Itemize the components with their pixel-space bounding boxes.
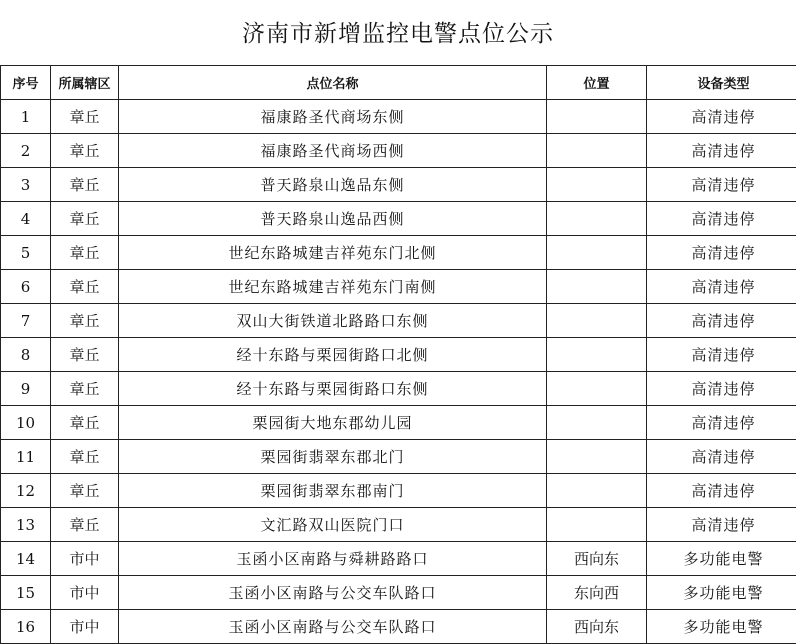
table-row <box>1 542 796 576</box>
cell-position <box>547 508 647 542</box>
cell-serial-number: 16 <box>1 610 51 644</box>
cell-district: 章丘 <box>51 202 119 236</box>
cell-location-name: 福康路圣代商场东侧 <box>119 100 547 134</box>
table-row <box>1 508 796 542</box>
cell-device-type: 高清违停 <box>647 100 796 134</box>
cell-position <box>547 270 647 304</box>
cell-position: 西向东 <box>547 610 647 644</box>
cell-device-type: 高清违停 <box>647 270 796 304</box>
cell-position <box>547 440 647 474</box>
header-location-name: 点位名称 <box>119 66 547 100</box>
header-row <box>1 66 796 100</box>
cell-location-name: 栗园街翡翠东郡北门 <box>119 440 547 474</box>
cell-location-name: 普天路泉山逸品东侧 <box>119 168 547 202</box>
cell-serial-number: 5 <box>1 236 51 270</box>
cell-position: 西向东 <box>547 542 647 576</box>
table-row <box>1 304 796 338</box>
cell-district: 章丘 <box>51 134 119 168</box>
cell-device-type: 高清违停 <box>647 440 796 474</box>
cell-district: 市中 <box>51 576 119 610</box>
cell-district: 章丘 <box>51 168 119 202</box>
cell-device-type: 高清违停 <box>647 406 796 440</box>
cell-serial-number: 13 <box>1 508 51 542</box>
page-title: 济南市新增监控电警点位公示 <box>0 14 796 54</box>
cell-location-name: 玉函小区南路与舜耕路路口 <box>119 542 547 576</box>
table-header <box>1 66 796 100</box>
cell-position <box>547 100 647 134</box>
cell-district: 章丘 <box>51 100 119 134</box>
cell-serial-number: 7 <box>1 304 51 338</box>
cell-location-name: 经十东路与栗园街路口北侧 <box>119 338 547 372</box>
cell-serial-number: 2 <box>1 134 51 168</box>
cell-position <box>547 134 647 168</box>
cell-serial-number: 9 <box>1 372 51 406</box>
cell-location-name: 普天路泉山逸品西侧 <box>119 202 547 236</box>
cell-device-type: 高清违停 <box>647 202 796 236</box>
table-row <box>1 236 796 270</box>
table-row <box>1 100 796 134</box>
cell-location-name: 玉函小区南路与公交车队路口 <box>119 610 547 644</box>
cell-device-type: 多功能电警 <box>647 576 796 610</box>
table-body <box>1 100 796 644</box>
cell-district: 章丘 <box>51 270 119 304</box>
header-position: 位置 <box>547 66 647 100</box>
table-row <box>1 338 796 372</box>
cell-position <box>547 406 647 440</box>
table-row <box>1 576 796 610</box>
cell-location-name: 栗园街大地东郡幼儿园 <box>119 406 547 440</box>
table-row <box>1 474 796 508</box>
cell-location-name: 文汇路双山医院门口 <box>119 508 547 542</box>
cell-district: 章丘 <box>51 474 119 508</box>
cell-location-name: 世纪东路城建吉祥苑东门北侧 <box>119 236 547 270</box>
cell-serial-number: 3 <box>1 168 51 202</box>
cell-position <box>547 304 647 338</box>
cell-position <box>547 168 647 202</box>
cell-location-name: 经十东路与栗园街路口东侧 <box>119 372 547 406</box>
cell-serial-number: 10 <box>1 406 51 440</box>
cell-device-type: 高清违停 <box>647 474 796 508</box>
cell-district: 章丘 <box>51 440 119 474</box>
table-row <box>1 440 796 474</box>
cell-device-type: 高清违停 <box>647 372 796 406</box>
table-row <box>1 134 796 168</box>
cell-district: 章丘 <box>51 304 119 338</box>
cell-district: 章丘 <box>51 508 119 542</box>
cell-district: 章丘 <box>51 372 119 406</box>
cell-location-name: 双山大街铁道北路路口东侧 <box>119 304 547 338</box>
cell-district: 章丘 <box>51 338 119 372</box>
table-row <box>1 406 796 440</box>
cell-device-type: 多功能电警 <box>647 610 796 644</box>
cell-device-type: 高清违停 <box>647 338 796 372</box>
header-serial-number: 序号 <box>1 66 51 100</box>
cell-location-name: 福康路圣代商场西侧 <box>119 134 547 168</box>
table-row <box>1 610 796 644</box>
table-row <box>1 202 796 236</box>
cell-device-type: 高清违停 <box>647 304 796 338</box>
cell-district: 章丘 <box>51 406 119 440</box>
cell-position <box>547 236 647 270</box>
cell-device-type: 多功能电警 <box>647 542 796 576</box>
cell-device-type: 高清违停 <box>647 168 796 202</box>
table-row <box>1 372 796 406</box>
cell-position <box>547 202 647 236</box>
table-row <box>1 168 796 202</box>
cell-position <box>547 372 647 406</box>
cell-district: 章丘 <box>51 236 119 270</box>
cell-device-type: 高清违停 <box>647 134 796 168</box>
cell-location-name: 玉函小区南路与公交车队路口 <box>119 576 547 610</box>
cell-location-name: 世纪东路城建吉祥苑东门南侧 <box>119 270 547 304</box>
cell-serial-number: 12 <box>1 474 51 508</box>
cell-serial-number: 15 <box>1 576 51 610</box>
cell-serial-number: 1 <box>1 100 51 134</box>
cell-position: 东向西 <box>547 576 647 610</box>
cell-device-type: 高清违停 <box>647 236 796 270</box>
cell-serial-number: 8 <box>1 338 51 372</box>
cell-serial-number: 6 <box>1 270 51 304</box>
cell-position <box>547 474 647 508</box>
cell-district: 市中 <box>51 610 119 644</box>
cell-serial-number: 4 <box>1 202 51 236</box>
cell-serial-number: 11 <box>1 440 51 474</box>
table-row <box>1 270 796 304</box>
cell-position <box>547 338 647 372</box>
cell-device-type: 高清违停 <box>647 508 796 542</box>
camera-locations-table <box>0 65 796 644</box>
header-district: 所属辖区 <box>51 66 119 100</box>
header-device-type: 设备类型 <box>647 66 796 100</box>
cell-district: 市中 <box>51 542 119 576</box>
cell-location-name: 栗园街翡翠东郡南门 <box>119 474 547 508</box>
cell-serial-number: 14 <box>1 542 51 576</box>
